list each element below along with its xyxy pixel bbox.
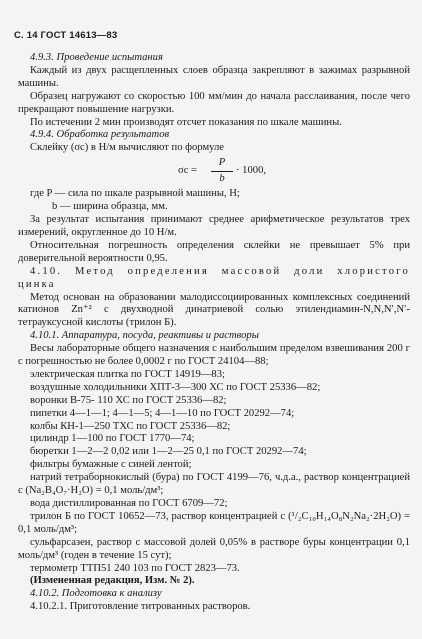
paragraph-reading: По истечении 2 мин производят отсчет показания по шкале машины. <box>30 116 342 128</box>
list-item-thermometer: термометр ТТП51 240 103 по ГОСТ 2823—73. <box>30 562 240 574</box>
page-header: С. 14 ГОСТ 14613—83 <box>14 30 118 41</box>
formula-legend-p: где P — сила по шкале разрывной машины, Н; <box>30 188 240 200</box>
paragraph-scales: Весы лабораторные общего назначения с наибольшим пределом взвешивания 200 г с погрешностью не более 0,0002 г по ГОСТ 24104—88; <box>18 343 410 368</box>
document-body <box>18 52 410 614</box>
formula-adhesion <box>18 157 410 187</box>
list-item-hotplate: электрическая плитка по ГОСТ 14919—83; <box>30 368 225 380</box>
section-4-10-heading: 4.10. Метод определения массовой доли хлористого цинка <box>18 265 410 290</box>
section-4-9-4-heading: 4.9.4. Обработка результатов <box>30 129 170 141</box>
formula-numerator: P <box>211 157 233 172</box>
list-item-flasks: колбы КН-1—250 ТХС по ГОСТ 25336—82; <box>30 420 231 432</box>
paragraph-error: Относительная погрешность определения склейки не превышает 5% при доверительной вероятности 0,95. <box>18 239 410 264</box>
paragraph-clamp: Каждый из двух расщепленных слоев образца закрепляют в зажимах разрывной машины. <box>18 64 410 89</box>
formula-denominator: b <box>219 173 225 185</box>
list-item-pipettes: пипетки 4—1—1; 4—1—5; 4—1—10 по ГОСТ 20292—74; <box>30 407 295 419</box>
paragraph-loading: Образец нагружают со скоростью 100 мм/мин до начала расслаивания, после чего прекращают повышение нагрузки. <box>18 90 410 115</box>
paragraph-formula-intro: Склейку (σс) в Н/м вычисляют по формуле <box>30 142 224 154</box>
section-4-10-1-heading: 4.10.1. Аппаратура, посуда, реактивы и растворы <box>30 330 259 342</box>
formula-rhs: · 1000, <box>236 165 267 177</box>
formula-legend-b: b — ширина образца, мм. <box>52 201 168 213</box>
list-item-burettes: бюретки 1—2—2 0,02 или 1—2—25 0,1 по ГОСТ 20292—74; <box>30 446 307 458</box>
section-4-10-2-1: 4.10.2.1. Приготовление титрованных растворов. <box>30 601 251 613</box>
list-item-water: вода дистиллированная по ГОСТ 6709—72; <box>30 498 228 509</box>
list-item-condensers: воздушные холодильники ХПТ-3—300 ХС по ГОСТ 25336—82; <box>30 381 321 393</box>
formula-fraction <box>211 157 233 186</box>
list-item-cylinder: цилиндр 1—100 по ГОСТ 1770—74; <box>30 433 195 445</box>
section-4-9-3-heading: 4.9.3. Проведение испытания <box>30 52 163 63</box>
list-item-funnels: воронки В-75- 110 ХС по ГОСТ 25336—82; <box>30 394 227 406</box>
section-4-10-2-heading: 4.10.2. Подготовка к анализу <box>30 588 162 600</box>
paragraph-result: За результат испытания принимают среднее арифметическое результатов трех измерений, округленное до 10 Н/м. <box>18 214 410 238</box>
list-item-filters: фильтры бумажные с синей лентой; <box>30 459 192 471</box>
formula-lhs: σс = <box>178 165 198 177</box>
paragraph-method: Метод основан на образовании малодиссоциированных комплексных соединений катионов Zn⁺² с двухводной динатриевой солью этилендиамин-N,N,N′,N′-тетрауксусной кислоты (трилон Б). <box>18 291 410 329</box>
list-item-borax: натрий тетраборнокислый (бура) по ГОСТ 4199—76, ч.д.а., раствор концентрацией с (Na₂B₄O₇·H₂O) = 0,1 моль/дм³; <box>18 472 410 497</box>
list-item-trilon: трилон Б по ГОСТ 10652—73, раствор концентрацией с (¹/₂C₁₀H₁₄O₈N₂Na₂·2H₂O) = 0,1 моль/дм³; <box>18 510 410 535</box>
revision-note: (Измененная редакция, Изм. № 2). <box>30 575 195 587</box>
list-item-sulfarsazen: сульфарсазен, раствор с массовой долей 0,05% в растворе буры концентрации 0,1 моль/дм³ (годен в течение 15 сут); <box>18 536 410 561</box>
